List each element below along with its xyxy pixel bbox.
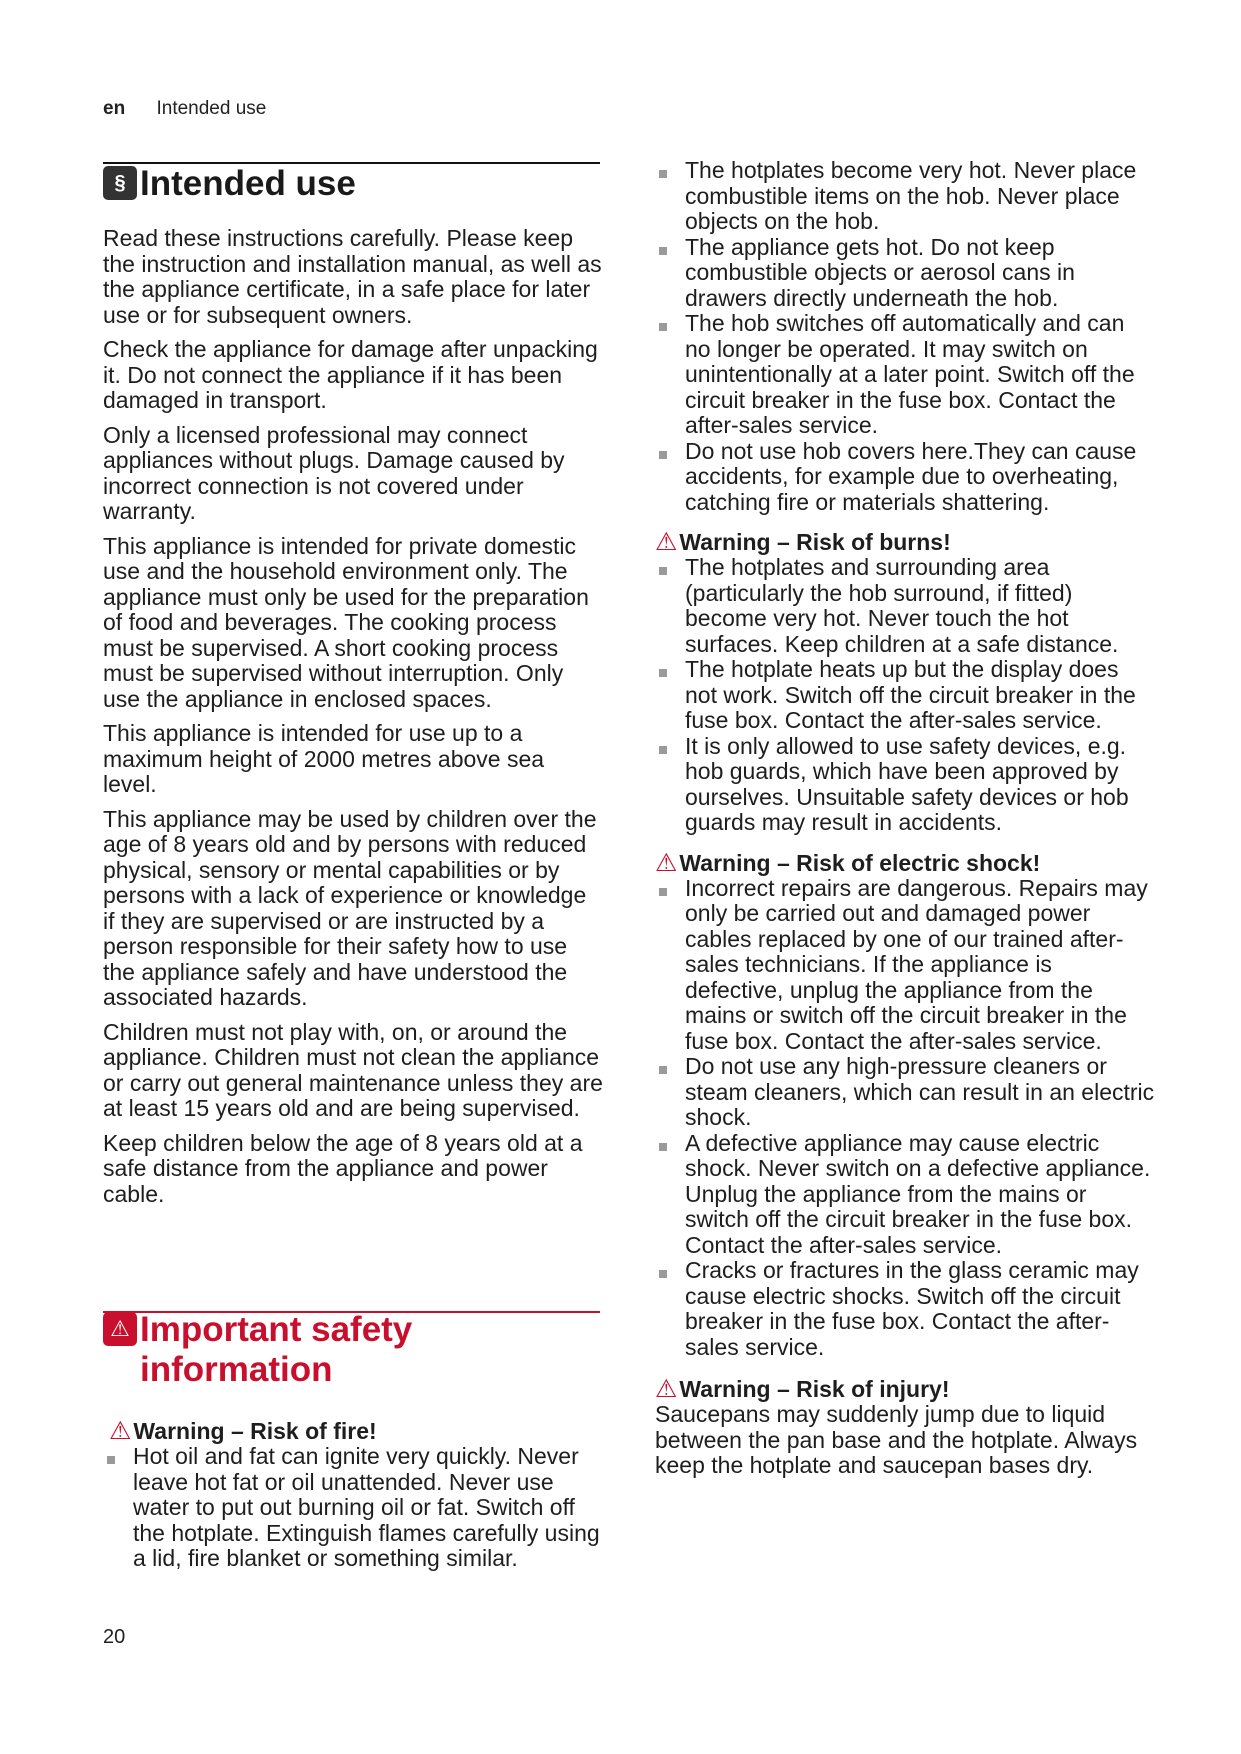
warning-triangle-icon: ⚠ xyxy=(655,528,678,556)
paragraph: This appliance may be used by children over the age of 8 years old and by persons with reduced physical, sensory or mental capabilities or by persons with a lack of experience or knowledge if they are supervised or are instructed by a person responsible for their safety how to use the appliance safely and have understood the associated hazards. xyxy=(103,805,597,1010)
shock-warning xyxy=(655,850,1155,1361)
right-column xyxy=(655,158,1155,1488)
list-item-text: The hotplates and surrounding area (particularly the hob surround, if fitted) become very hot. Never touch the hot surfaces. Keep children at a safe distance. xyxy=(685,554,1119,657)
list-item xyxy=(655,555,1155,657)
paragraph: This appliance is intended for private domestic use and the household environment only. The appliance must only be used for the preparation of food and beverages. The cooking process must be supervised. A short cooking process must be supervised without interruption. Only use the appliance in enclosed spaces. xyxy=(103,532,589,712)
list-item-text: Cracks or fractures in the glass ceramic may cause electric shocks. Switch off the circuit breaker in the fuse box. Contact the after-sales service. xyxy=(685,1257,1139,1360)
shock-heading-text: Warning – Risk of electric shock! xyxy=(679,849,1041,876)
burns-list xyxy=(655,555,1155,836)
page-number: 20 xyxy=(103,1626,126,1648)
warning-triangle-icon: ⚠ xyxy=(103,1312,137,1346)
list-item-text: The hotplate heats up but the display does not work. Switch off the circuit breaker in the fuse box. Contact the after-sales service. xyxy=(685,656,1136,733)
safety-title-line2: information xyxy=(140,1350,333,1389)
header-section-title: Intended use xyxy=(156,98,267,119)
paragraph: Only a licensed professional may connect appliances without plugs. Damage caused by incorrect connection is not covered under warranty. xyxy=(103,421,565,524)
list-item-text: It is only allowed to use safety devices, e.g. hob guards, which have been approved by ourselves. Unsuitable safety devices or hob guards may result in accidents. xyxy=(685,732,1129,835)
shock-list xyxy=(655,876,1155,1361)
list-item xyxy=(655,734,1155,836)
list-item-text: Incorrect repairs are dangerous. Repairs may only be carried out and damaged power cables replaced by one of our trained after-sales technicians. If the appliance is defective, unplug the appliance from the mains or switch off the circuit breaker in the fuse box. Contact the after-sales service. xyxy=(685,874,1148,1054)
warning-triangle-icon: ⚠ xyxy=(655,1375,678,1403)
intended-use-body xyxy=(103,226,603,1207)
injury-warning-heading xyxy=(655,1376,1155,1402)
warning-triangle-icon: ⚠ xyxy=(109,1417,132,1445)
list-item xyxy=(655,235,1155,312)
paragraph: This appliance is intended for use up to a maximum height of 2000 metres above sea level. xyxy=(103,720,545,797)
list-item-text: A defective appliance may cause electric shock. Never switch on a defective appliance. Unplug the appliance from the mains or switch off the circuit breaker in the fuse box. Contact the after-sales service. xyxy=(685,1129,1151,1258)
list-item xyxy=(655,1258,1155,1360)
burns-heading-text: Warning – Risk of burns! xyxy=(679,529,951,555)
safety-heading xyxy=(103,1310,603,1390)
fire-continued-list xyxy=(655,158,1155,515)
list-item xyxy=(655,876,1155,1055)
burns-warning xyxy=(655,529,1155,836)
fire-heading-text: Warning – Risk of fire! xyxy=(133,1418,377,1444)
paragraph: Keep children below the age of 8 years old at a safe distance from the appliance and power cable. xyxy=(103,1129,583,1207)
list-item xyxy=(655,1131,1155,1259)
paragraph: Read these instructions carefully. Please keep the instruction and installation manual, as well as the appliance certificate, in a safe place for later use or for subsequent owners. xyxy=(103,225,602,328)
language-code: en xyxy=(103,98,126,119)
list-item xyxy=(655,439,1155,516)
list-item-text: The hotplates become very hot. Never place combustible items on the hob. Never place objects on the hob. xyxy=(685,157,1137,234)
shock-warning-heading xyxy=(655,850,1155,876)
paragraph: Check the appliance for damage after unpacking it. Do not connect the appliance if it has been damaged in transport. xyxy=(103,336,598,413)
injury-text: Saucepans may suddenly jump due to liquid between the pan base and the hotplate. Always keep the hotplate and saucepan bases dry. xyxy=(655,1401,1138,1478)
fire-warning xyxy=(103,1418,603,1444)
left-column xyxy=(103,160,603,1216)
list-item-text: The hob switches off automatically and can no longer be operated. It may switch on unintentionally at a later point. Switch off the circuit breaker in the fuse box. Contact the after-sales service. xyxy=(685,310,1135,438)
fire-warning-heading xyxy=(109,1418,603,1444)
running-header xyxy=(103,98,266,120)
warning-triangle-icon: ⚠ xyxy=(655,848,678,877)
list-item xyxy=(655,311,1155,439)
paragraph: Children must not play with, on, or around the appliance. Children must not clean the appliance or carry out general maintenance unless they are at least 15 years old and are being supervised. xyxy=(103,1018,603,1121)
list-item xyxy=(655,657,1155,734)
injury-heading-text: Warning – Risk of injury! xyxy=(679,1376,950,1402)
safety-title-line1: Important safety xyxy=(140,1310,413,1349)
list-item xyxy=(655,158,1155,235)
safety-title xyxy=(140,1310,412,1390)
list-item-text: Do not use hob covers here.They can cause accidents, for example due to overheating, catching fire or materials shattering. xyxy=(685,437,1137,515)
safety-section-left xyxy=(103,1310,603,1572)
list-item-text: Do not use any high-pressure cleaners or steam cleaners, which can result in an electric shock. xyxy=(685,1053,1155,1130)
intended-use-heading xyxy=(103,164,603,204)
list-item-text: Hot oil and fat can ignite very quickly. Never leave hot fat or oil unattended. Never use water to put out burning oil or fat. Switch off the hotplate. Extinguish flames carefully using a lid, fire blanket or something similar. xyxy=(133,1443,600,1571)
list-item xyxy=(103,1444,603,1572)
section-hand-icon: § xyxy=(103,166,137,200)
fire-list xyxy=(103,1444,603,1572)
intended-use-title: Intended use xyxy=(140,164,356,203)
list-item xyxy=(655,1054,1155,1131)
injury-warning xyxy=(655,1376,1155,1479)
burns-warning-heading xyxy=(655,529,1155,555)
list-item-text: The appliance gets hot. Do not keep combustible objects or aerosol cans in drawers directly underneath the hob. xyxy=(685,233,1075,311)
